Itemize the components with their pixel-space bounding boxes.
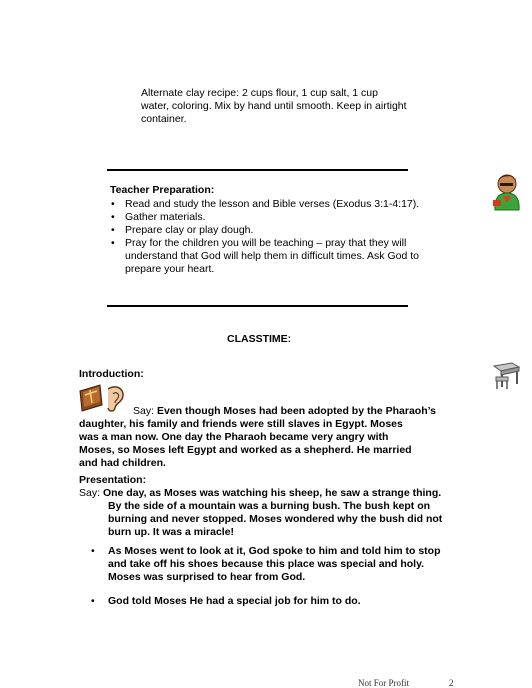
bullet-icon: • xyxy=(111,211,115,223)
presentation-text: burn up. It was a miracle! xyxy=(108,526,235,538)
say-line xyxy=(79,487,441,500)
say-line xyxy=(133,405,436,418)
clay-recipe-line: water, coloring. Mix by hand until smooth. Keep in airtight xyxy=(141,100,407,112)
teacher-prep-heading: Teacher Preparation: xyxy=(110,184,215,196)
praying-child-icon xyxy=(491,172,521,212)
presentation-text: burning and never stopped. Moses wondered why the bush did not xyxy=(108,513,443,525)
introduction-heading: Introduction: xyxy=(79,368,144,380)
intro-text: daughter, his family and friends were still slaves in Egypt. Moses xyxy=(79,418,403,430)
say-label: Say: xyxy=(133,405,155,417)
intro-text: and had children. xyxy=(79,457,166,469)
presentation-bullet: Moses was surprised to hear from God. xyxy=(108,571,306,583)
presentation-text: By the side of a mountain was a burning bush. The bush kept on xyxy=(108,500,431,512)
bullet-icon: • xyxy=(111,224,115,236)
say-label: Say: xyxy=(79,487,101,499)
page-number: 2 xyxy=(449,678,454,688)
section-divider xyxy=(107,305,408,307)
intro-text: Moses, so Moses left Egypt and worked as a shepherd. He married xyxy=(79,444,412,456)
presentation-bullet: God told Moses He had a special job for him to do. xyxy=(108,595,361,607)
bullet-icon: • xyxy=(91,595,95,607)
bullet-icon: • xyxy=(111,198,115,210)
bullet-icon: • xyxy=(91,545,95,557)
chair-desk-icon xyxy=(492,362,522,390)
prep-item-continued: prepare your heart. xyxy=(125,263,215,275)
intro-text: Even though Moses had been adopted by the Pharaoh’s xyxy=(156,405,437,417)
prep-item: Read and study the lesson and Bible verses (Exodus 3:1-4:17). xyxy=(125,198,420,210)
prep-item: Prepare clay or play dough. xyxy=(125,224,254,236)
section-divider xyxy=(107,169,408,171)
intro-text: was a man now. One day the Pharaoh became very angry with xyxy=(79,431,389,443)
bible-ear-icon xyxy=(78,381,128,413)
footer-text: Not For Profit xyxy=(358,678,410,688)
presentation-heading: Presentation: xyxy=(79,474,147,486)
bullet-icon: • xyxy=(111,237,115,249)
prep-item: Gather materials. xyxy=(125,211,206,223)
prep-item: Pray for the children you will be teaching – pray that they will xyxy=(125,237,407,249)
presentation-text: One day, as Moses was watching his sheep, he saw a strange thing. xyxy=(102,487,442,499)
clay-recipe-line: Alternate clay recipe: 2 cups flour, 1 cup salt, 1 cup xyxy=(141,87,378,99)
prep-item-continued: understand that God will help them in difficult times. Ask God to xyxy=(125,250,419,262)
clay-recipe-line: container. xyxy=(141,113,187,125)
presentation-bullet: and take off his shoes because this place was special and holy. xyxy=(108,558,425,570)
presentation-bullet: As Moses went to look at it, God spoke to him and told him to stop xyxy=(108,545,441,557)
classtime-heading: CLASSTIME: xyxy=(227,333,292,345)
